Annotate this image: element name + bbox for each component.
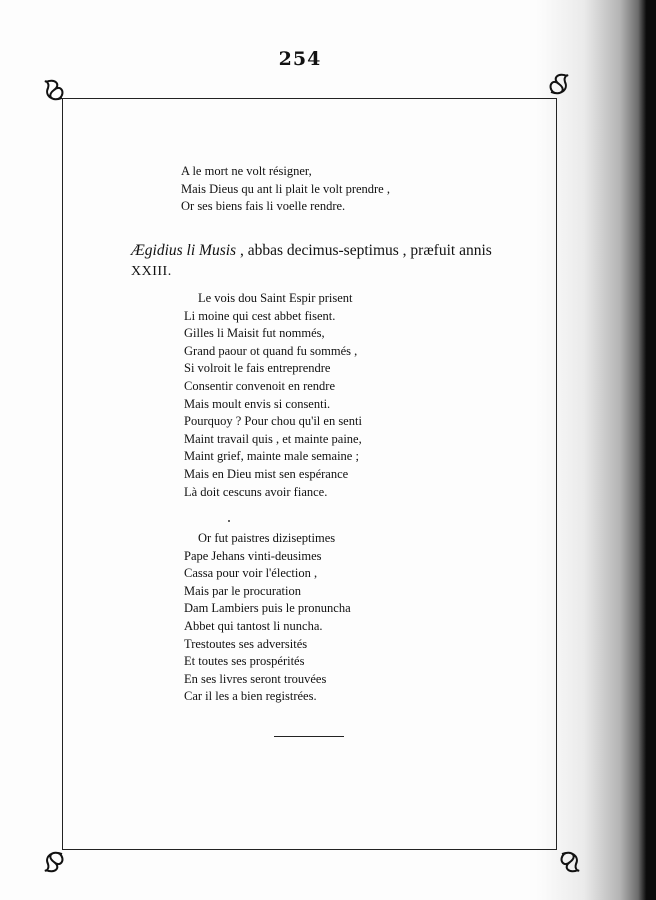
verse-line: Si volroit le fais entreprendre [184,361,331,376]
verse-stanza-top [181,163,390,216]
verse-line: Mais par le procuration [184,583,301,598]
flourish-icon [545,70,573,98]
verse-line: Mais moult envis si consenti. [184,396,331,411]
verse-line: Consentir convenoit en rendre [184,378,335,393]
verse-line: A le mort ne volt résigner, [181,164,312,178]
corner-ornament-bottom-right [556,848,584,876]
verse-line: Abbet qui tantost li nuncha. [184,618,323,633]
verse-line: Mais en Dieu mist sen espérance [184,466,349,481]
heading-abbot-name: Ægidius li Musis [131,242,237,259]
verse-line: Cassa pour voir l'élection , [184,566,318,581]
flourish-icon [556,848,584,876]
verse-line: Maint grief, mainte male semaine ; [184,449,359,464]
corner-ornament-top-left [40,76,68,104]
verse-line: Là doit cescuns avoir fiance. [184,484,328,499]
heading-years: XXIII. [131,264,172,279]
corner-ornament-bottom-left [40,848,68,876]
verse-line: Maint travail quis , et mainte paine, [184,431,362,446]
print-speck [228,520,230,522]
verse-line: En ses livres seront trouvées [184,671,327,686]
verse-line: Mais Dieus qu ant li plait le volt prendre , [181,181,390,196]
verse-line: Grand paour ot quand fu sommés , [184,343,358,358]
verse-line: Pape Jehans vinti-deusimes [184,548,322,563]
verse-line: Car il les a bien registrées. [184,689,317,704]
heading-description: , abbas decimus-septimus , præfuit annis [239,242,492,259]
verse-line: Dam Lambiers puis le pronuncha [184,601,351,616]
verse-line: Li moine qui cest abbet fisent. [184,308,336,323]
section-heading [131,240,503,262]
section-end-rule [274,736,344,737]
verse-stanza-2 [184,530,351,706]
verse-line: Et toutes ses prospérités [184,654,305,669]
corner-ornament-top-right [545,70,573,98]
verse-stanza-1 [184,290,362,501]
flourish-icon [40,848,68,876]
flourish-icon [40,76,68,104]
verse-line: Or ses biens fais li voelle rendre. [181,199,346,214]
verse-line: Gilles li Maisit fut nommés, [184,326,325,341]
verse-line: Trestoutes ses adversités [184,636,308,651]
verse-line: Pourquoy ? Pour chou qu'il en senti [184,414,362,429]
verse-line: Le vois dou Saint Espir prisent [198,291,353,305]
page-number: 254 [278,48,322,70]
verse-line: Or fut paistres diziseptimes [198,531,336,545]
